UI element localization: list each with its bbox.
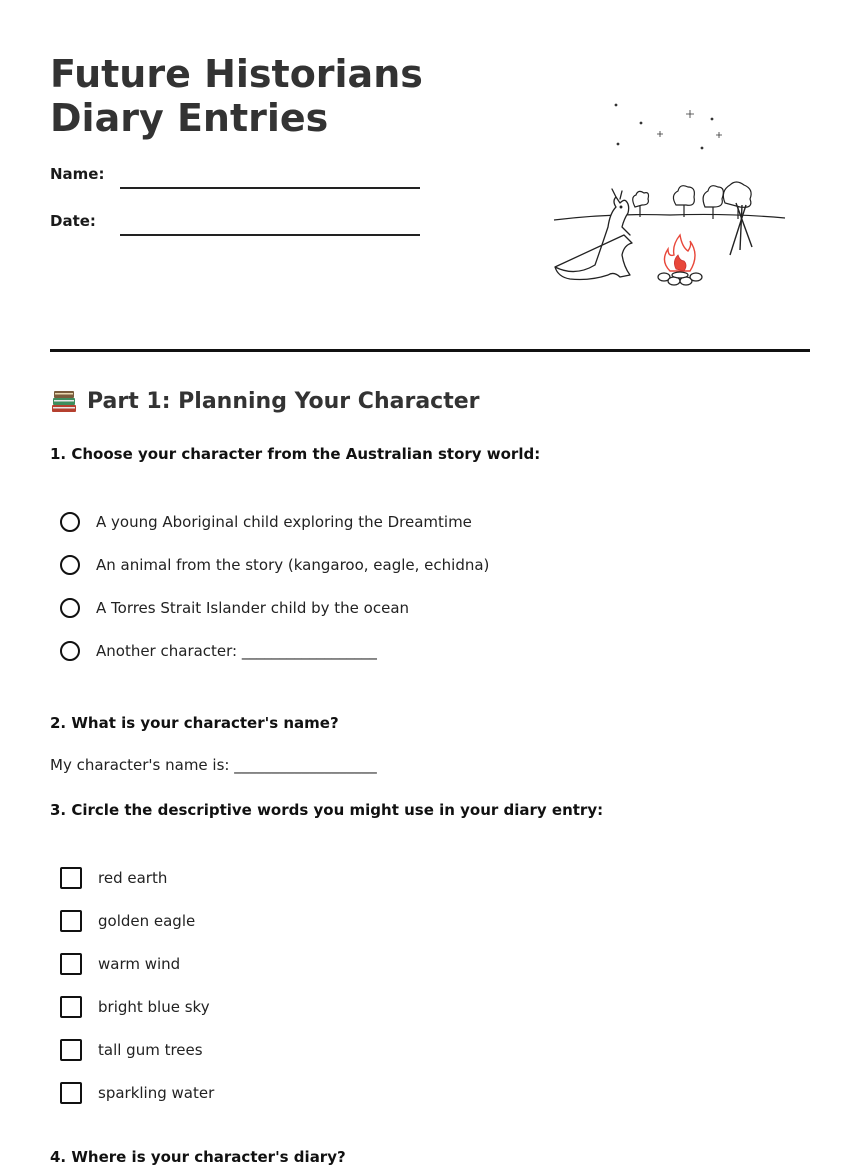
checkbox[interactable] <box>60 996 82 1018</box>
kangaroo-icon <box>555 189 632 280</box>
character-option-1[interactable] <box>60 512 472 532</box>
part1-heading <box>50 388 480 414</box>
option-label: bright blue sky <box>98 998 210 1016</box>
checkbox[interactable] <box>60 867 82 889</box>
date-field[interactable] <box>120 234 420 236</box>
option-label: A Torres Strait Islander child by the ocean <box>96 599 410 617</box>
question-4: 4. Where is your character's diary? <box>50 1148 346 1166</box>
checkbox[interactable] <box>60 1039 82 1061</box>
checkbox[interactable] <box>60 1082 82 1104</box>
name-label: Name: <box>50 165 105 183</box>
character-name-field[interactable]: My character's name is: ___________________ <box>50 756 377 774</box>
question-3: 3. Circle the descriptive words you might use in your diary entry: <box>50 801 604 819</box>
word-option-3[interactable] <box>60 953 180 975</box>
character-option-4[interactable] <box>60 641 377 661</box>
word-option-4[interactable] <box>60 996 210 1018</box>
option-label: An animal from the story (kangaroo, eagle, echidna) <box>96 556 490 574</box>
spears-icon <box>730 203 752 255</box>
gum-trees-icon <box>633 182 751 219</box>
character-option-3[interactable] <box>60 598 409 618</box>
section-divider <box>50 349 810 352</box>
question-2: 2. What is your character's name? <box>50 714 339 732</box>
radio-button[interactable] <box>60 512 80 532</box>
word-option-5[interactable] <box>60 1039 203 1061</box>
radio-button[interactable] <box>60 555 80 575</box>
name-field[interactable] <box>120 187 420 189</box>
ground-line <box>554 214 785 220</box>
option-label: tall gum trees <box>98 1041 203 1059</box>
radio-button[interactable] <box>60 598 80 618</box>
radio-button[interactable] <box>60 641 80 661</box>
option-label: A young Aboriginal child exploring the Dreamtime <box>96 513 472 531</box>
stars-icon <box>615 104 722 149</box>
page-title: Future Historians Diary Entries <box>50 52 423 140</box>
part1-title: Part 1: Planning Your Character <box>87 388 480 414</box>
checkbox[interactable] <box>60 910 82 932</box>
campfire-icon <box>658 235 702 285</box>
option-label: sparkling water <box>98 1084 215 1102</box>
option-label: Another character: __________________ <box>96 642 377 660</box>
books-icon <box>50 388 78 414</box>
date-label: Date: <box>50 212 96 230</box>
checkbox[interactable] <box>60 953 82 975</box>
option-label: golden eagle <box>98 912 196 930</box>
word-option-2[interactable] <box>60 910 195 932</box>
option-label: red earth <box>98 869 168 887</box>
character-option-2[interactable] <box>60 555 489 575</box>
outback-scene-illustration <box>550 95 790 295</box>
question-1: 1. Choose your character from the Australian story world: <box>50 445 541 463</box>
word-option-1[interactable] <box>60 867 167 889</box>
word-option-6[interactable] <box>60 1082 214 1104</box>
option-label: warm wind <box>98 955 181 973</box>
